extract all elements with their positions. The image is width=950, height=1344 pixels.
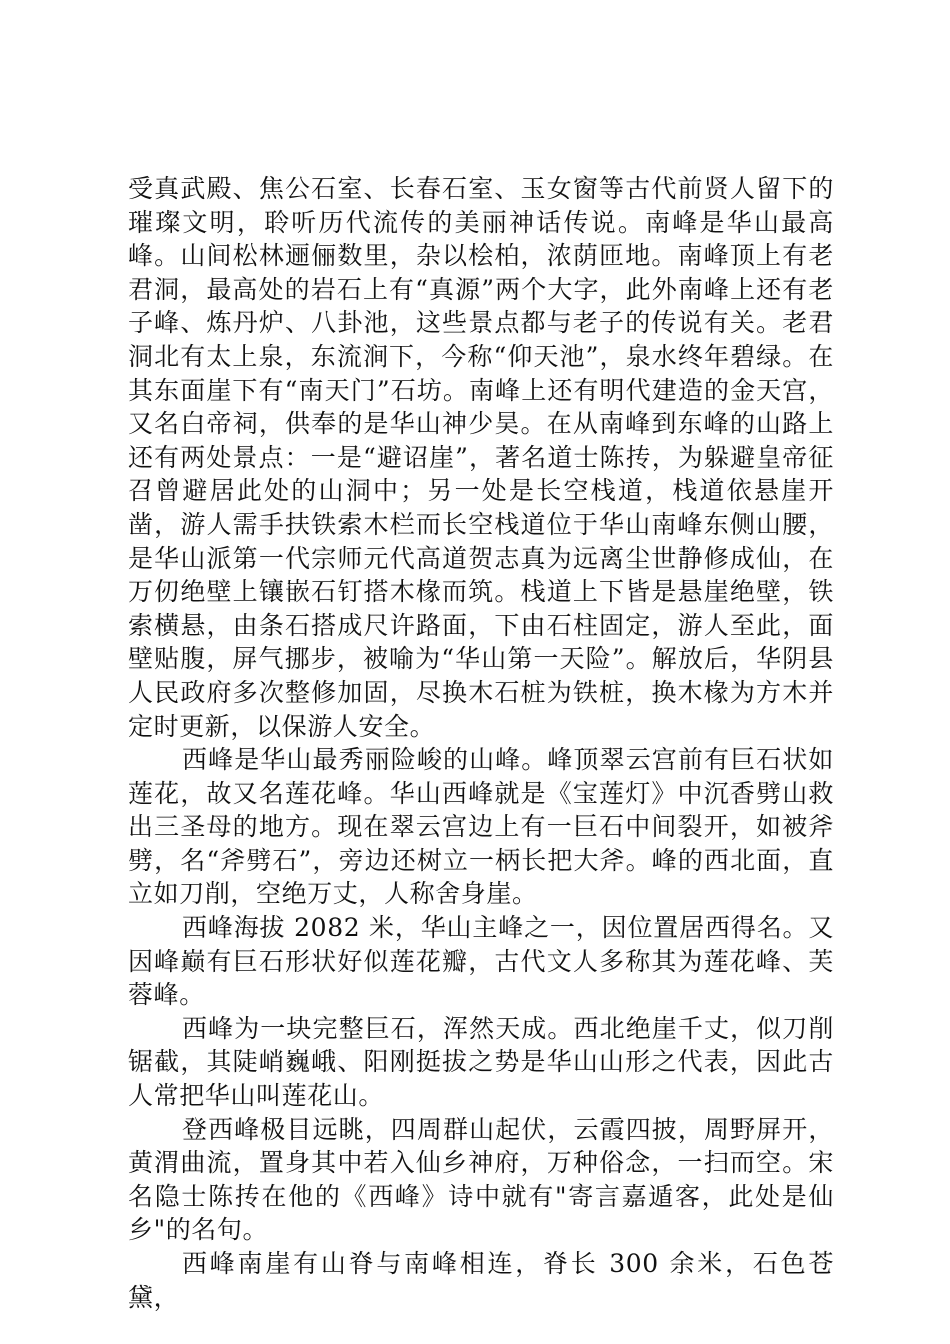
paragraph-west-peak-altitude: 西峰海拔 2082 米，华山主峰之一，因位置居西得名。又因峰巅有巨石形状好似莲花瓣，古代文人多称其为莲花峰、芙蓉峰。 — [128, 913, 834, 1010]
paragraph-west-peak-rock: 西峰为一块完整巨石，浑然天成。西北绝崖千丈，似刀削锯截，其陡峭巍峨、阳刚挺拔之势是华山山形之代表，因此古人常把华山叫莲花山。 — [128, 1013, 834, 1111]
paragraph-west-peak-view: 登西峰极目远眺，四周群山起伏，云霞四披，周野屏开，黄渭曲流，置身其中若入仙乡神府，万种俗念，一扫而空。宋名隐士陈抟在他的《西峰》诗中就有"寄言嘉遁客，此处是仙乡"的名句。 — [128, 1114, 834, 1245]
paragraph-west-peak-ridge: 西峰南崖有山脊与南峰相连，脊长 300 余米，石色苍黛， — [128, 1249, 834, 1312]
document-body — [128, 172, 834, 1314]
paragraph-west-peak-intro: 西峰是华山最秀丽险峻的山峰。峰顶翠云宫前有巨石状如莲花，故又名莲花峰。华山西峰就是《宝莲灯》中沉香劈山救出三圣母的地方。现在翠云宫边上有一巨石中间裂开，如被斧劈，名“斧劈石”，旁边还树立一柄长把大斧。峰的西北面，直立如刀削，空绝万丈，人称舍身崖。 — [128, 745, 834, 909]
paragraph-south-peak: 受真武殿、焦公石室、长春石室、玉女窗等古代前贤人留下的璀璨文明，聆听历代流传的美丽神话传说。南峰是华山最高峰。山间松林逦俪数里，杂以桧柏，浓荫匝地。南峰顶上有老君洞，最高处的岩石上有“真源”两个大字，此外南峰上还有老子峰、炼丹炉、八卦池，这些景点都与老子的传说有关。老君洞北有太上泉，东流涧下，今称“仰天池”，泉水终年碧绿。在其东面崖下有“南天门”石坊。南峰上还有明代建造的金天宫，又名白帝祠，供奉的是华山神少昊。在从南峰到东峰的山路上还有两处景点：一是“避诏崖”，著名道士陈抟，为躲避皇帝征召曾避居此处的山洞中；另一处是长空栈道，栈道依悬崖开凿，游人需手扶铁索木栏而长空栈道位于华山南峰东侧山腰，是华山派第一代宗师元代高道贺志真为远离尘世静修成仙，在万仞绝壁上镶嵌石钉搭木椽而筑。栈道上下皆是悬崖绝壁，铁索横悬，由条石搭成尺许路面，下由石柱固定，游人至此，面壁贴腹，屏气挪步，被喻为“华山第一天险”。解放后，华阴县人民政府多次整修加固，尽换木石桩为铁桩，换木椽为方木并定时更新，以保游人安全。 — [128, 174, 834, 741]
